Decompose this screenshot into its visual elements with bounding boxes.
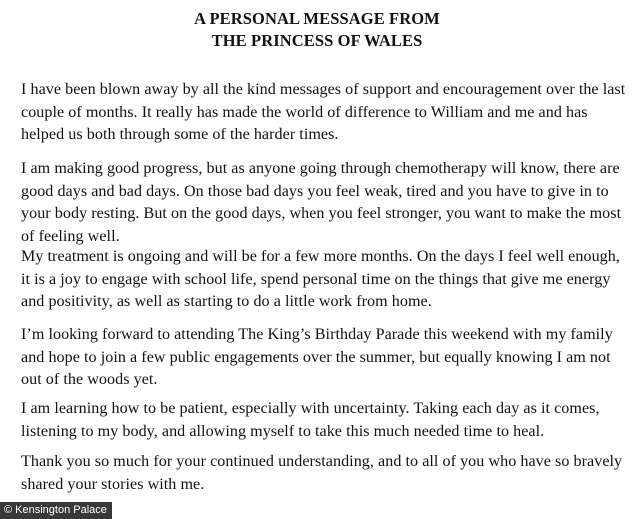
letter-title-line-1: A PERSONAL MESSAGE FROM (194, 9, 440, 28)
paragraph-line: I’m looking forward to attending The King’s Birthday Parade this weekend with my family (21, 326, 613, 343)
paragraph-line: Thank you so much for your continued understanding, and to all of you who have so bravely (21, 453, 623, 470)
paragraph-5 (21, 398, 621, 443)
paragraph-1 (21, 79, 626, 147)
paragraph-line: of feeling well. (21, 227, 120, 245)
paragraph-line: and positivity, as well as starting to do a little work from home. (21, 293, 432, 310)
photo-credit: © Kensington Palace (0, 502, 112, 519)
paragraph-line: listening to my body, and allowing myself to take this much needed time to heal. (21, 422, 545, 440)
paragraph-4 (21, 324, 621, 392)
letter-title-line-2: THE PRINCESS OF WALES (211, 31, 423, 50)
paragraph-line: I am making good progress, but as anyone going through chemotherapy will know, there are (21, 160, 620, 177)
paragraph-line: good days and bad days. On those bad days you feel weak, tired and you have to give in to (21, 182, 609, 200)
paragraph-line: helped us both through some of the harder times. (21, 126, 339, 143)
paragraph-3 (21, 246, 621, 314)
paragraph-line: it is a joy to engage with school life, spend personal time on the things that give me energy (21, 270, 611, 288)
paragraph-line: and hope to join a few public engagements over the summer, but equally knowing I am not (21, 348, 611, 366)
paragraph-line: couple of months. It really has made the world of difference to William and me and has (21, 103, 588, 121)
paragraph-line: shared your stories with me. (21, 475, 205, 493)
paragraph-line: out of the woods yet. (21, 371, 158, 388)
paragraph-2 (21, 158, 621, 248)
paragraph-line: your body resting. But on the good days, when you feel stronger, you want to make the most (21, 205, 622, 222)
paragraph-line: I have been blown away by all the kind messages of support and encouragement over the last (21, 81, 626, 98)
paragraph-6 (21, 451, 621, 496)
paragraph-line: My treatment is ongoing and will be for a few more months. On the days I feel well enough, (21, 248, 620, 265)
paragraph-line: I am learning how to be patient, especially with uncertainty. Taking each day as it comes, (21, 400, 600, 417)
